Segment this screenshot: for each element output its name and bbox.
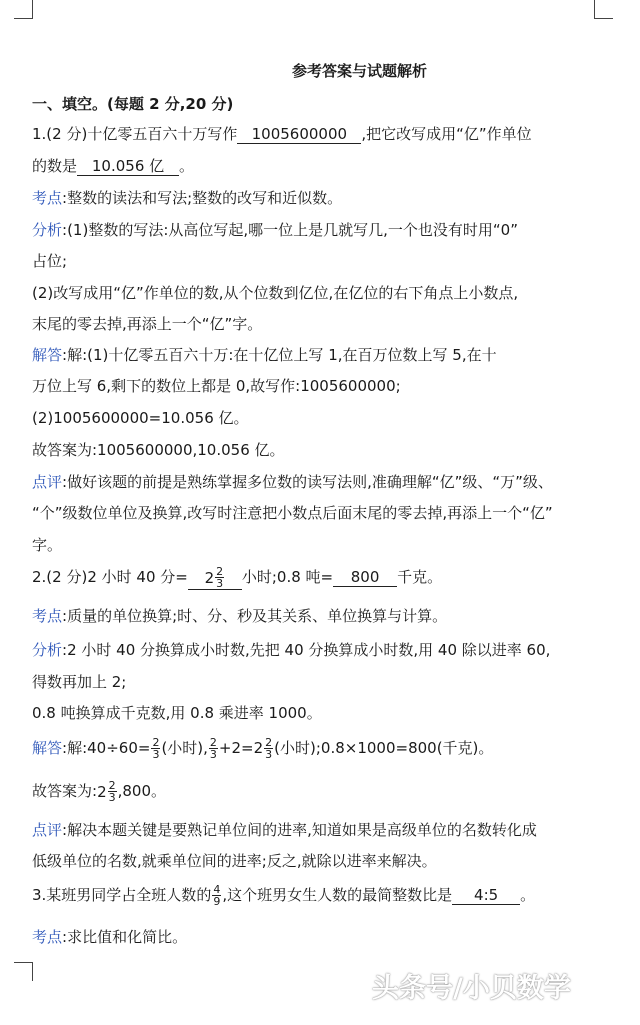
q2-blank2: 800 [333,568,397,587]
dianping-label: 点评 [32,821,63,839]
dianping-label: 点评 [32,473,63,491]
crop-mark-bottom-left [14,962,33,981]
page-title: 参考答案与试题解析 [292,62,428,80]
fraction-2-3: $\frac{2}{3}$ [209,736,217,761]
q1-fenxi-3: (2)改写成用“亿”作单位的数,从个位数到亿位,在亿位的右下角点上小数点, [32,284,519,302]
q1-dianping-1: 点评:做好该题的前提是熟练掌握多位数的读写法则,准确理解“亿”级、“万”级、 [32,473,553,491]
q2-dianping-2: 低级单位的名数,就乘单位间的进率;反之,就除以进率来解决。 [32,852,437,870]
fraction-2-3: $\frac{2}{3}$ [152,736,160,761]
section-heading: 一、填空。(每题 2 分,20 分) [32,95,234,113]
fraction-2-3: $\frac{2}{3}$ [265,736,273,761]
q1-jieda-1: 解答:解:(1)十亿零五百六十万:在十亿位上写 1,在百万位数上写 5,在十 [32,346,497,364]
kaodian-label: 考点 [32,607,63,625]
q1-kaodian: 考点:整数的读法和写法;整数的改写和近似数。 [32,189,343,207]
q2-jieda: 解答:解:40÷60= $\frac{2}{3}$ (小时), $\frac{2}{3}$ +2=2 $\frac{2}{3}$ (小时);0.8×1000=800(千克)。 [32,736,494,761]
q1-blank2: 10.056 亿 [77,157,179,176]
q1-blank1: 1005600000 [237,125,361,144]
q1-dianping-3: 字。 [32,536,63,554]
q2-blank1: 2 $\frac{2}{3}$ [188,566,242,590]
q1-jieda-3: (2)1005600000=10.056 亿。 [32,409,249,427]
q2-question: 2.(2 分)2 小时 40 分= 2 $\frac{2}{3}$ 小时;0.8 吨= 800 千克。 [32,565,443,590]
q3-kaodian: 考点:求比值和化简比。 [32,928,188,946]
q2-fenxi-1: 分析:2 小时 40 分换算成小时数,先把 40 分换算成小时数,用 40 除以进率 60, [32,641,551,659]
q1-line2: 的数是 10.056 亿 。 [32,157,195,175]
q2-kaodian: 考点:质量的单位换算;时、分、秒及其关系、单位换算与计算。 [32,607,448,625]
q1-jieda-2: 万位上写 6,剩下的数位上都是 0,故写作:1005600000; [32,377,401,395]
crop-mark-top-right [594,0,613,19]
q1-fenxi-4: 末尾的零去掉,再添上一个“亿”字。 [32,315,263,333]
q1-dianping-2: “个”级数位单位及换算,改写时注意把小数点后面末尾的零去掉,再添上一个“亿” [32,504,553,522]
q3-question: 3.某班男同学占全班人数的 $\frac{4}{9}$ ,这个班男女生人数的最简整数比是 4:5 。 [32,883,536,908]
crop-mark-top-left [14,0,33,19]
q2-answer: 故答案为: 2 $\frac{2}{3}$ ,800。 [32,779,167,804]
kaodian-label: 考点 [32,189,63,207]
fraction-2-3: $\frac{2}{3}$ [108,779,116,804]
q1-fenxi-1: 分析:(1)整数的写法:从高位写起,哪一位上是几就写几,一个也没有时用“0” [32,221,518,239]
jieda-label: 解答 [32,346,63,364]
jieda-label: 解答 [32,739,63,757]
fraction-4-9: $\frac{4}{9}$ [213,883,221,908]
q2-blank1-fraction: $\frac{2}{3}$ [216,565,224,590]
mixed-number: 2 $\frac{2}{3}$ [97,779,116,804]
q2-fenxi-3: 0.8 吨换算成千克数,用 0.8 乘进率 1000。 [32,704,322,722]
kaodian-label: 考点 [32,928,63,946]
fenxi-label: 分析 [32,221,63,239]
q1-line1: 1.(2 分)十亿零五百六十万写作 1005600000 ,把它改写成用“亿”作单位 [32,125,532,143]
q1-answer: 故答案为:1005600000,10.056 亿。 [32,441,285,459]
q3-blank: 4:5 [452,886,520,905]
fenxi-label: 分析 [32,641,63,659]
watermark: 头条号/小贝数学 [372,973,571,1004]
q2-dianping-1: 点评:解决本题关键是要熟记单位间的进率,知道如果是高级单位的名数转化成 [32,821,537,839]
q1-fenxi-2: 占位; [32,252,68,270]
q2-fenxi-2: 得数再加上 2; [32,673,127,691]
